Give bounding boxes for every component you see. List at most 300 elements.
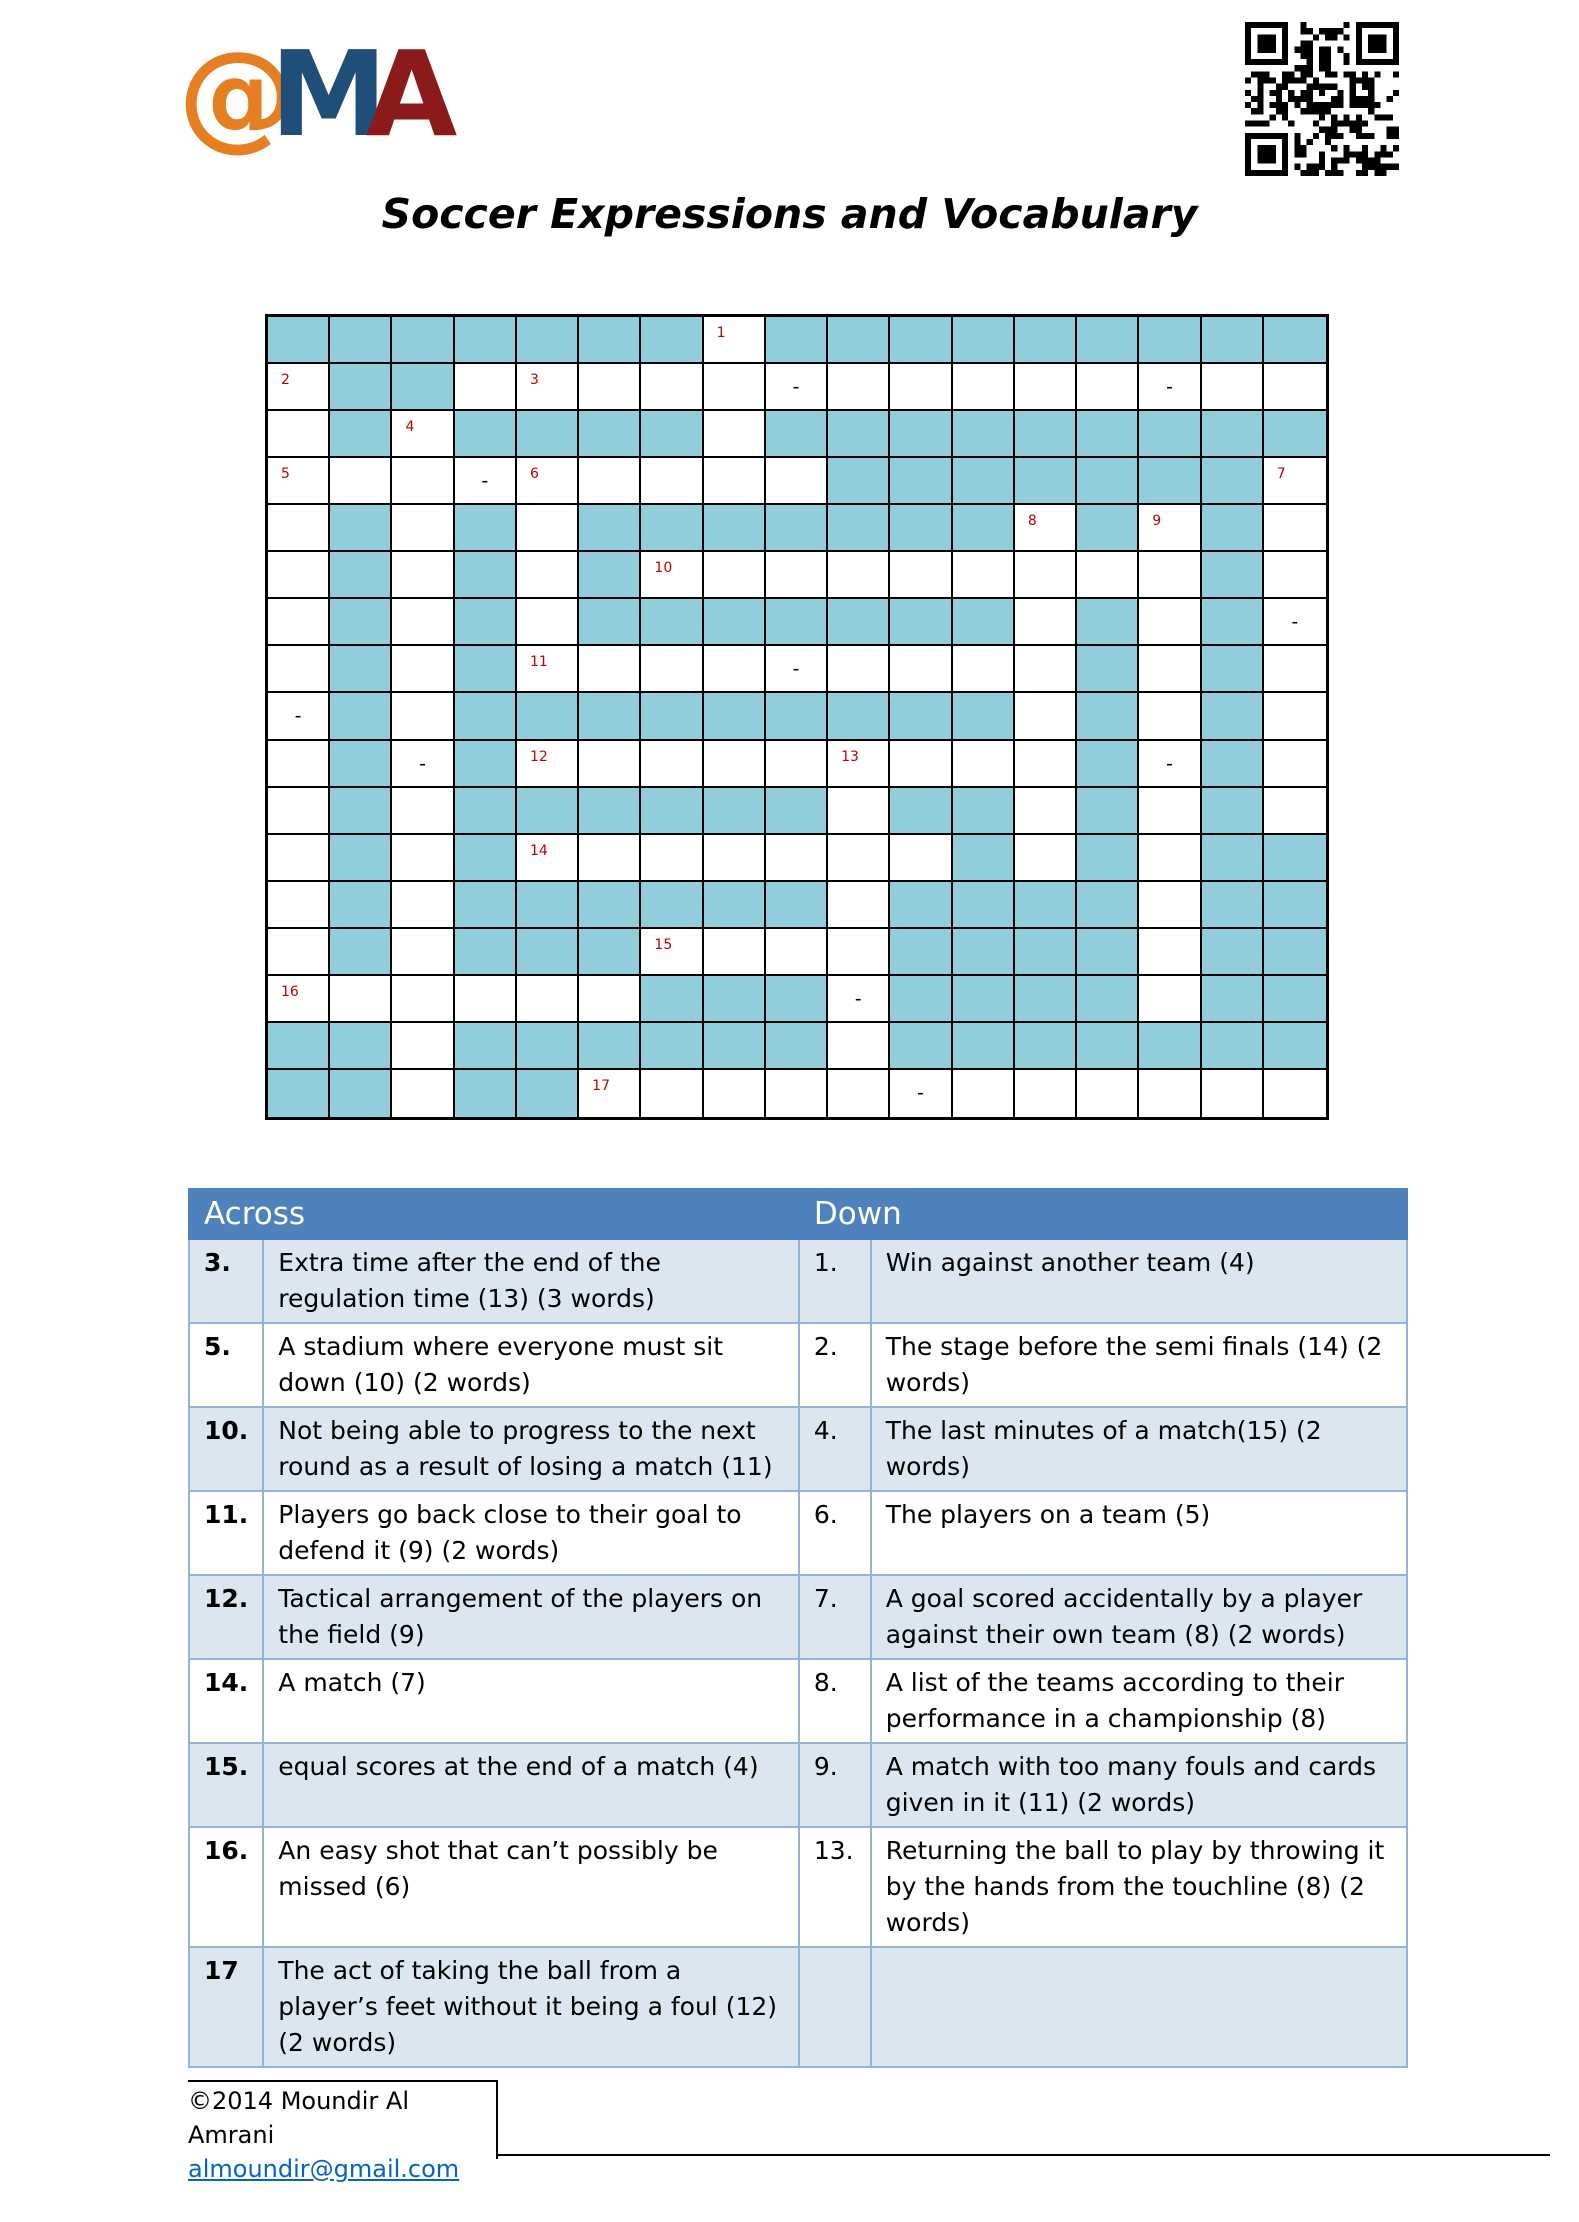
grid-cell[interactable] [268, 882, 330, 929]
grid-cell-shaded [766, 1023, 828, 1070]
grid-cell[interactable] [455, 976, 517, 1023]
grid-cell-shaded [766, 693, 828, 740]
grid-cell-shaded [330, 646, 392, 693]
grid-cell[interactable] [392, 882, 454, 929]
grid-cell-shaded [455, 788, 517, 835]
grid-cell[interactable] [268, 835, 330, 882]
grid-cell[interactable] [704, 552, 766, 599]
grid-cell[interactable] [1015, 364, 1077, 411]
grid-cell-shaded [1202, 1023, 1264, 1070]
down-clue-text: Win against another team (4) [871, 1239, 1407, 1323]
grid-cell-shaded [890, 317, 952, 364]
grid-cell-shaded [1202, 788, 1264, 835]
grid-cell-shaded [330, 364, 392, 411]
grid-cell-shaded [890, 882, 952, 929]
grid-cell[interactable] [268, 788, 330, 835]
grid-cell-shaded [953, 599, 1015, 646]
across-clue-number: 17 [189, 1947, 263, 2067]
grid-cell[interactable] [766, 741, 828, 788]
grid-cell[interactable] [641, 646, 703, 693]
grid-cell-shaded [330, 693, 392, 740]
down-clue-number: 9. [799, 1743, 871, 1827]
grid-cell[interactable] [641, 1070, 703, 1117]
grid-cell[interactable] [392, 741, 454, 788]
clue-row [189, 1743, 1407, 1827]
grid-cell[interactable] [828, 835, 890, 882]
grid-cell[interactable] [268, 929, 330, 976]
grid-cell[interactable] [1139, 741, 1201, 788]
grid-cell[interactable] [517, 364, 579, 411]
grid-cell[interactable] [704, 835, 766, 882]
grid-cell-shaded [1202, 552, 1264, 599]
grid-cell[interactable] [268, 411, 330, 458]
grid-cell[interactable] [641, 552, 703, 599]
grid-cell-shaded [517, 929, 579, 976]
grid-cell-shaded [455, 835, 517, 882]
word-break-dash: - [854, 987, 862, 1010]
grid-cell-shaded [953, 693, 1015, 740]
grid-cell-shaded [579, 1023, 641, 1070]
grid-cell[interactable] [828, 976, 890, 1023]
grid-cell[interactable] [1139, 693, 1201, 740]
grid-cell-shaded [330, 741, 392, 788]
clue-row [189, 1239, 1407, 1323]
grid-cell[interactable] [392, 929, 454, 976]
grid-cell-shaded [1202, 693, 1264, 740]
grid-cell-shaded [1202, 976, 1264, 1023]
grid-cell[interactable] [953, 1070, 1015, 1117]
grid-cell[interactable] [641, 364, 703, 411]
grid-cell[interactable] [1139, 976, 1201, 1023]
grid-cell[interactable] [641, 929, 703, 976]
grid-cell[interactable] [1015, 599, 1077, 646]
across-clue-text: A match (7) [263, 1659, 799, 1743]
across-clue-text: Tactical arrangement of the players on the field (9) [263, 1575, 799, 1659]
grid-cell[interactable] [1015, 505, 1077, 552]
across-clue-number: 15. [189, 1743, 263, 1827]
word-break-dash: - [792, 658, 800, 681]
grid-cell[interactable] [579, 646, 641, 693]
grid-cell-shaded [1077, 976, 1139, 1023]
grid-cell-shaded [1139, 317, 1201, 364]
grid-cell-shaded [704, 505, 766, 552]
grid-cell[interactable] [641, 458, 703, 505]
grid-cell-shaded [1264, 976, 1326, 1023]
grid-cell-shaded [1077, 1023, 1139, 1070]
grid-cell[interactable] [1264, 741, 1326, 788]
grid-cell[interactable] [1015, 693, 1077, 740]
grid-cell[interactable] [579, 458, 641, 505]
grid-cell-shaded [1264, 317, 1326, 364]
grid-cell[interactable] [579, 835, 641, 882]
grid-cell-shaded [766, 317, 828, 364]
grid-cell-shaded [330, 317, 392, 364]
word-break-dash: - [294, 705, 302, 728]
grid-cell[interactable] [704, 317, 766, 364]
grid-cell[interactable] [704, 929, 766, 976]
grid-cell-shaded [641, 505, 703, 552]
grid-cell[interactable] [268, 505, 330, 552]
grid-cell[interactable] [517, 835, 579, 882]
clue-number: 2 [281, 372, 290, 389]
grid-cell[interactable] [268, 599, 330, 646]
grid-cell-shaded [704, 882, 766, 929]
grid-cell[interactable] [268, 693, 330, 740]
grid-cell-shaded [766, 976, 828, 1023]
clue-number: 15 [654, 936, 673, 953]
down-clue-number [799, 1947, 871, 2067]
grid-cell[interactable] [828, 929, 890, 976]
grid-cell[interactable] [579, 976, 641, 1023]
grid-cell[interactable] [1139, 646, 1201, 693]
grid-cell-shaded [392, 364, 454, 411]
grid-cell[interactable] [517, 505, 579, 552]
clue-number: 13 [841, 748, 859, 765]
grid-cell-shaded [1202, 741, 1264, 788]
across-clue-number: 10. [189, 1407, 263, 1491]
grid-cell[interactable] [704, 364, 766, 411]
grid-cell-shaded [953, 788, 1015, 835]
grid-cell[interactable] [828, 1023, 890, 1070]
grid-cell-shaded [704, 1023, 766, 1070]
grid-cell[interactable] [953, 741, 1015, 788]
grid-cell-shaded [1202, 646, 1264, 693]
grid-cell[interactable] [704, 741, 766, 788]
grid-cell-shaded [953, 882, 1015, 929]
grid-cell[interactable] [766, 1070, 828, 1117]
clue-number: 7 [1276, 466, 1286, 483]
down-clue-text: A goal scored accidentally by a player against their own team (8) (2 words) [871, 1575, 1407, 1659]
grid-cell-shaded [953, 976, 1015, 1023]
down-clue-number: 7. [799, 1575, 871, 1659]
grid-cell-shaded [579, 882, 641, 929]
down-clue-text: Returning the ball to play by throwing it by the hands from the touchline (8) (2 words) [871, 1827, 1407, 1947]
clue-number: 3 [529, 372, 539, 389]
grid-cell[interactable] [268, 741, 330, 788]
grid-cell[interactable] [392, 552, 454, 599]
grid-cell[interactable] [953, 552, 1015, 599]
across-clue-text: A stadium where everyone must sit down (10) (2 words) [263, 1323, 799, 1407]
clue-row [189, 1407, 1407, 1491]
logo-a: A [366, 25, 452, 163]
grid-cell-shaded [1202, 835, 1264, 882]
grid-cell[interactable] [517, 741, 579, 788]
grid-cell-shaded [1015, 882, 1077, 929]
grid-cell[interactable] [1264, 552, 1326, 599]
down-clue-number: 1. [799, 1239, 871, 1323]
grid-cell-shaded [330, 835, 392, 882]
grid-cell[interactable] [268, 458, 330, 505]
grid-cell[interactable] [1139, 882, 1201, 929]
grid-cell-shaded [890, 693, 952, 740]
grid-cell-shaded [704, 976, 766, 1023]
grid-cell[interactable] [890, 364, 952, 411]
grid-cell[interactable] [455, 364, 517, 411]
grid-cell[interactable] [1139, 929, 1201, 976]
grid-cell[interactable] [828, 882, 890, 929]
grid-cell[interactable] [1015, 646, 1077, 693]
grid-cell-shaded [1077, 599, 1139, 646]
grid-cell[interactable] [1015, 835, 1077, 882]
grid-cell-shaded [1202, 317, 1264, 364]
grid-cell-shaded [953, 1023, 1015, 1070]
grid-cell[interactable] [1139, 835, 1201, 882]
page-title: Soccer Expressions and Vocabulary [381, 190, 1198, 238]
grid-cell-shaded [1202, 458, 1264, 505]
grid-cell[interactable] [392, 835, 454, 882]
grid-cell-shaded [890, 458, 952, 505]
email-link[interactable]: almoundir@gmail.com [188, 2155, 460, 2183]
grid-cell[interactable] [890, 552, 952, 599]
grid-cell[interactable] [766, 364, 828, 411]
grid-cell[interactable] [1139, 788, 1201, 835]
grid-cell[interactable] [392, 411, 454, 458]
grid-cell-shaded [268, 317, 330, 364]
grid-cell-shaded [517, 317, 579, 364]
grid-cell[interactable] [890, 1070, 952, 1117]
grid-cell[interactable] [517, 976, 579, 1023]
down-header: Down [799, 1189, 1407, 1239]
grid-cell[interactable] [1264, 364, 1326, 411]
grid-cell-shaded [579, 505, 641, 552]
grid-cell-shaded [517, 693, 579, 740]
grid-cell[interactable] [828, 741, 890, 788]
logo-m: M [270, 25, 382, 163]
grid-cell[interactable] [1015, 552, 1077, 599]
grid-cell-shaded [828, 505, 890, 552]
grid-cell[interactable] [1139, 599, 1201, 646]
grid-cell[interactable] [268, 364, 330, 411]
grid-cell-shaded [579, 693, 641, 740]
grid-cell-shaded [1015, 458, 1077, 505]
down-clue-text: A match with too many fouls and cards given in it (11) (2 words) [871, 1743, 1407, 1827]
grid-cell[interactable] [1264, 646, 1326, 693]
grid-cell-shaded [517, 788, 579, 835]
grid-cell-shaded [1139, 1023, 1201, 1070]
down-clue-number: 4. [799, 1407, 871, 1491]
grid-cell-shaded [890, 411, 952, 458]
grid-cell-shaded [455, 599, 517, 646]
grid-cell[interactable] [766, 458, 828, 505]
across-clue-text: Players go back close to their goal to defend it (9) (2 words) [263, 1491, 799, 1575]
grid-cell-shaded [517, 882, 579, 929]
grid-cell[interactable] [1264, 599, 1326, 646]
grid-cell-shaded [641, 693, 703, 740]
down-clue-text: A list of the teams according to their performance in a championship (8) [871, 1659, 1407, 1743]
grid-cell-shaded [641, 788, 703, 835]
grid-cell[interactable] [766, 646, 828, 693]
grid-cell[interactable] [392, 1070, 454, 1117]
grid-cell-shaded [1202, 599, 1264, 646]
clue-number: 17 [592, 1077, 610, 1094]
grid-cell[interactable] [455, 458, 517, 505]
clue-number: 6 [529, 466, 539, 483]
grid-cell-shaded [766, 599, 828, 646]
grid-cell[interactable] [828, 788, 890, 835]
down-clue-number: 2. [799, 1323, 871, 1407]
down-clue-number: 8. [799, 1659, 871, 1743]
grid-cell-shaded [890, 788, 952, 835]
grid-cell[interactable] [1015, 1070, 1077, 1117]
grid-cell[interactable] [1264, 788, 1326, 835]
grid-cell-shaded [579, 599, 641, 646]
grid-cell-shaded [1015, 929, 1077, 976]
grid-cell-shaded [579, 552, 641, 599]
grid-cell[interactable] [1139, 1070, 1201, 1117]
down-clue-text: The last minutes of a match(15) (2 words) [871, 1407, 1407, 1491]
grid-cell-shaded [1077, 741, 1139, 788]
grid-cell-shaded [1077, 835, 1139, 882]
grid-cell[interactable] [268, 976, 330, 1023]
grid-cell-shaded [953, 505, 1015, 552]
grid-cell-shaded [641, 882, 703, 929]
grid-cell[interactable] [1264, 458, 1326, 505]
grid-cell[interactable] [1015, 788, 1077, 835]
grid-cell[interactable] [1202, 364, 1264, 411]
grid-cell-shaded [890, 505, 952, 552]
grid-cell-shaded [455, 882, 517, 929]
word-break-dash: - [419, 752, 426, 775]
down-clue-text [871, 1947, 1407, 2067]
grid-cell[interactable] [1139, 505, 1201, 552]
grid-cell[interactable] [1264, 1070, 1326, 1117]
grid-cell-shaded [1264, 835, 1326, 882]
grid-cell-shaded [641, 411, 703, 458]
across-clue-text: An easy shot that can’t possibly be missed (6) [263, 1827, 799, 1947]
grid-cell-shaded [455, 411, 517, 458]
grid-cell[interactable] [766, 835, 828, 882]
copyright-text: ©2014 Moundir Al Amrani [188, 2087, 410, 2149]
clue-row [189, 1659, 1407, 1743]
grid-cell-shaded [455, 693, 517, 740]
grid-cell[interactable] [704, 1070, 766, 1117]
grid-cell[interactable] [1077, 552, 1139, 599]
across-clue-text: equal scores at the end of a match (4) [263, 1743, 799, 1827]
grid-cell[interactable] [641, 741, 703, 788]
clue-number: 11 [529, 654, 548, 671]
grid-cell[interactable] [579, 364, 641, 411]
grid-cell-shaded [704, 599, 766, 646]
grid-cell-shaded [953, 411, 1015, 458]
grid-cell[interactable] [704, 411, 766, 458]
grid-cell[interactable] [641, 835, 703, 882]
clue-number: 1 [716, 325, 726, 341]
grid-cell-shaded [455, 552, 517, 599]
across-header: Across [189, 1189, 799, 1239]
grid-cell[interactable] [1139, 552, 1201, 599]
grid-cell[interactable] [392, 599, 454, 646]
grid-cell[interactable] [392, 1023, 454, 1070]
grid-cell[interactable] [890, 835, 952, 882]
grid-cell[interactable] [828, 646, 890, 693]
grid-cell[interactable] [704, 458, 766, 505]
grid-cell-shaded [766, 505, 828, 552]
grid-cell-shaded [1077, 411, 1139, 458]
grid-cell-shaded [766, 411, 828, 458]
grid-cell[interactable] [330, 976, 392, 1023]
grid-cell[interactable] [1077, 1070, 1139, 1117]
grid-cell[interactable] [953, 364, 1015, 411]
grid-cell[interactable] [766, 552, 828, 599]
grid-cell[interactable] [890, 646, 952, 693]
footer [188, 2080, 498, 2183]
word-break-dash: - [1291, 611, 1299, 634]
clue-number: 4 [405, 419, 415, 436]
grid-cell[interactable] [1264, 505, 1326, 552]
grid-cell-shaded [1077, 505, 1139, 552]
grid-cell[interactable] [517, 552, 579, 599]
across-clue-text: The act of taking the ball from a player’s feet without it being a foul (12) (2 words) [263, 1947, 799, 2067]
grid-cell[interactable] [392, 646, 454, 693]
clue-number: 9 [1152, 513, 1162, 530]
grid-cell[interactable] [704, 646, 766, 693]
grid-cell-shaded [1264, 411, 1326, 458]
grid-cell[interactable] [579, 741, 641, 788]
grid-cell[interactable] [1015, 741, 1077, 788]
clue-number: 5 [281, 466, 290, 483]
clue-table [188, 1188, 1408, 2068]
grid-cell[interactable] [517, 646, 579, 693]
grid-cell[interactable] [828, 1070, 890, 1117]
grid-cell[interactable] [392, 976, 454, 1023]
across-clue-number: 11. [189, 1491, 263, 1575]
down-clue-text: The stage before the semi finals (14) (2 words) [871, 1323, 1407, 1407]
word-break-dash: - [481, 470, 489, 493]
grid-cell[interactable] [392, 693, 454, 740]
clue-row [189, 1947, 1407, 2067]
grid-cell-shaded [704, 693, 766, 740]
grid-cell-shaded [953, 317, 1015, 364]
grid-cell[interactable] [268, 646, 330, 693]
grid-cell[interactable] [828, 552, 890, 599]
grid-cell-shaded [517, 1070, 579, 1117]
grid-cell[interactable] [330, 458, 392, 505]
grid-cell-shaded [1077, 693, 1139, 740]
clue-row [189, 1323, 1407, 1407]
across-clue-number: 14. [189, 1659, 263, 1743]
clue-row [189, 1827, 1407, 1947]
grid-cell[interactable] [828, 364, 890, 411]
grid-cell[interactable] [766, 929, 828, 976]
grid-cell-shaded [455, 646, 517, 693]
grid-cell-shaded [1015, 411, 1077, 458]
grid-cell[interactable] [1202, 1070, 1264, 1117]
grid-cell[interactable] [1139, 364, 1201, 411]
grid-cell[interactable] [517, 458, 579, 505]
grid-cell-shaded [1077, 646, 1139, 693]
grid-cell[interactable] [890, 741, 952, 788]
grid-cell[interactable] [517, 599, 579, 646]
grid-cell[interactable] [1264, 693, 1326, 740]
grid-cell-shaded [330, 1023, 392, 1070]
grid-cell[interactable] [392, 788, 454, 835]
grid-cell[interactable] [1077, 364, 1139, 411]
grid-cell[interactable] [392, 458, 454, 505]
grid-cell-shaded [455, 929, 517, 976]
grid-cell[interactable] [953, 646, 1015, 693]
grid-cell-shaded [268, 1070, 330, 1117]
across-clue-number: 16. [189, 1827, 263, 1947]
grid-cell-shaded [330, 599, 392, 646]
grid-cell-shaded [1077, 882, 1139, 929]
grid-cell[interactable] [392, 505, 454, 552]
grid-cell-shaded [890, 1023, 952, 1070]
grid-cell-shaded [579, 411, 641, 458]
grid-cell-shaded [1077, 458, 1139, 505]
grid-cell-shaded [641, 976, 703, 1023]
grid-cell[interactable] [268, 552, 330, 599]
grid-cell[interactable] [579, 1070, 641, 1117]
